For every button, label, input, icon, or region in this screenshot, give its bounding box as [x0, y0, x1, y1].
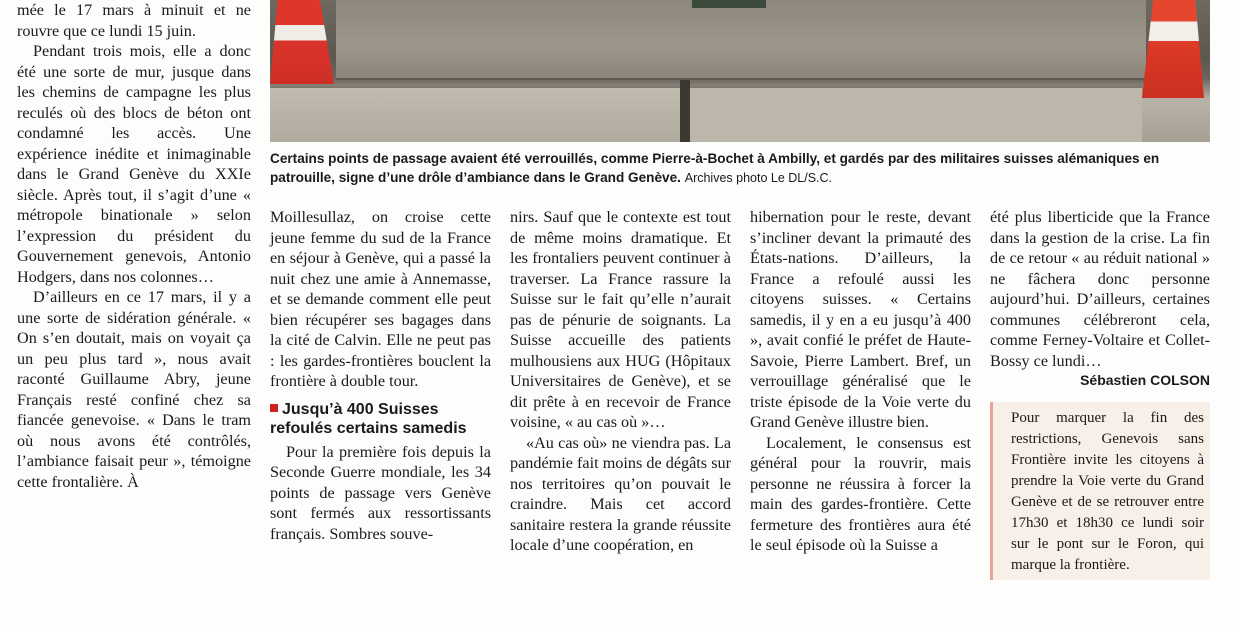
article-column-5	[990, 207, 1210, 580]
paragraph: Pour la première fois depuis la Seconde Guerre mondiale, les 34 points de passage vers Genève sont fermés aux ressortissants français. Sombres souve-	[270, 442, 491, 543]
article-column-2	[270, 207, 491, 544]
paragraph: Localement, le consensus est général pour la rouvrir, mais personne ne réussira à forcer la main des gardes-frontière. Cette fermeture des frontières aura été le seul épisode où la Suisse a	[750, 433, 971, 554]
photo-caption	[270, 149, 1210, 188]
paragraph: mée le 17 mars à minuit et ne rouvre que ce lundi 15 juin.	[17, 1, 251, 40]
subheading	[270, 400, 491, 438]
article-column-1	[17, 0, 251, 492]
paragraph: été plus liberticide que la France dans la gestion de la crise. La fin de ce retour « au réduit national » ne fâchera donc personne aujourd’hui. D’ailleurs, certaines communes célébreront cela, comme Ferney-Voltaire et Collet-Bossy ce lundi…	[990, 208, 1210, 370]
paragraph: hibernation pour le reste, devant s’incliner devant la primauté des États-nations. D’ailleurs, la France a refoulé aussi les citoyens suisses. « Certains samedis, il y en a eu jusqu’à 400 », avait confié le préfet de Haute-Savoie, Pierre Lambert. Bref, un verrouillage généralisé que le triste épisode de la Voie verte du Grand Genève illustre bien.	[750, 208, 971, 431]
traffic-cone-right	[1142, 0, 1204, 98]
red-square-icon	[270, 404, 278, 412]
concrete-block-left	[270, 86, 682, 142]
paragraph: Pendant trois mois, elle a donc été une sorte de mur, jusque dans les chemins de campagne les plus reculés où des blocs de béton ont condamné les accès. Une expérience inédite et inimaginable dans le Grand Genève du XXIe siècle. Après tout, il s’agit d’une « métropole binationale » selon l’expression du président du Gouvernement genevois, Antonio Hodgers, dans nos colonnes…	[17, 42, 251, 286]
paragraph: nirs. Sauf que le contexte est tout de même moins dramatique. Et les frontaliers peuvent continuer à traverser. La France rassure la Suisse sur le fait qu’elle n’aurait pas de pénurie de soignants. La Suisse accueille des patients mulhousiens aux HUG (Hôpitaux Universitaires de Genève), et se dit prête à en recevoir de France voisine, « au cas où »…	[510, 208, 731, 431]
concrete-block-top	[336, 0, 1146, 80]
concrete-block-right	[688, 86, 1142, 142]
subheading-text: Jusqu’à 400 Suisses refoulés certains samedis	[270, 400, 467, 437]
info-box-text: Pour marquer la fin des restrictions, Genevois sans Frontière invite les citoyens à prendre la Voie verte du Grand Genève et de se retrouver entre 17h30 et 18h30 ce lundi soir sur le pont sur le Foron, qui marque la frontière.	[1011, 410, 1204, 573]
traffic-cone-left	[270, 0, 334, 84]
caption-text: Certains points de passage avaient été verrouillés, comme Pierre-à-Bochet à Ambilly, et gardés par des militaires suisses alémaniques en patrouille, signe d’une drôle d’ambiance dans le Grand Genève.	[270, 151, 1160, 185]
article-column-4	[750, 207, 971, 556]
photo-credit: Archives photo Le DL/S.C.	[684, 171, 833, 185]
paragraph: Moillesullaz, on croise cette jeune femme du sud de la France en séjour à Genève, qui a passé la nuit chez une amie à Annemasse, et se demande comment elle peut bien récupérer ses bagages dans la cité de Calvin. Elle ne peut pas : les gardes-frontières bouclent la frontière à double tour.	[270, 208, 491, 390]
info-box	[990, 402, 1210, 580]
paragraph: D’ailleurs en ce 17 mars, il y a une sorte de sidération générale. « On s’en doutait, mais on voyait ça un peu plus tard », nous avait raconté Guillaume Abry, jeune Français resté confiné chez sa fiancée genevoise. « Dans le tram où nous avons été contrôlés, l’ambiance faisait peur », témoigne cette frontalière. À	[17, 288, 251, 491]
article-photo	[270, 0, 1210, 142]
paragraph: «Au cas où» ne viendra pas. La pandémie fait moins de dégâts sur nos territoires qu’on pouvait le craindre. Mais cet accord sanitaire restera la grande réussite locale d’une coopération, en	[510, 433, 731, 554]
article-column-3	[510, 207, 731, 556]
author-signature: Sébastien COLSON	[1080, 372, 1210, 388]
